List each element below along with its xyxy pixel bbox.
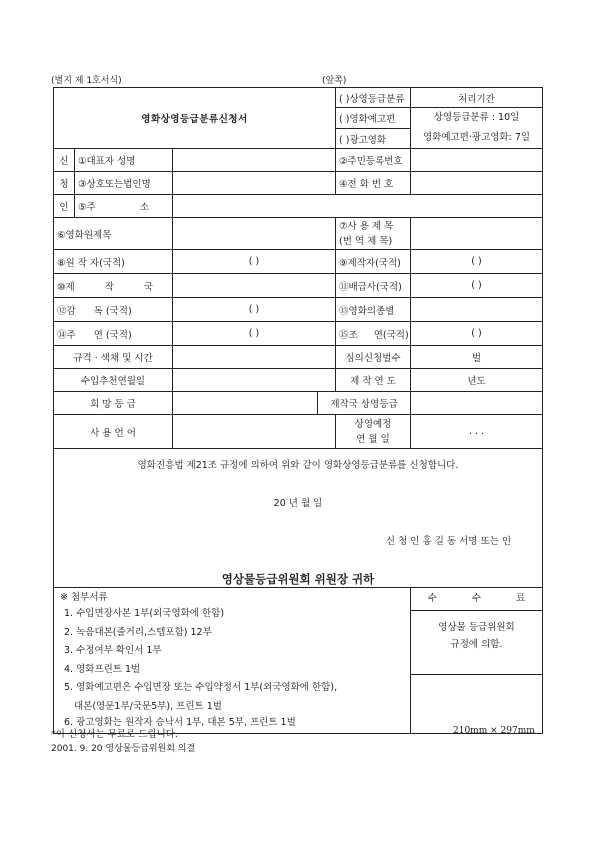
processing-time-rating: 상영등급분류 : 10일: [433, 112, 520, 123]
field-label-spec: 규격 · 색채 및 시간: [54, 346, 173, 369]
field-label-import-date: 수입추천연월일: [54, 369, 173, 392]
resolution-note: 2001. 9. 20 영상물등급위원회 의결: [51, 744, 196, 754]
declaration-block: [54, 449, 543, 588]
declaration-addressee: 영상물등급위원회 위원장 귀하: [221, 572, 375, 586]
field-input-director[interactable]: ( ): [173, 298, 336, 322]
field-label-company: ③상호또는법인명: [75, 172, 173, 195]
paper-size: 210mm × 297mm: [453, 726, 535, 736]
country-label-part-b: 작: [104, 281, 114, 293]
attachment-item: 1. 수입면장사본 1부(외국영화에 한함): [64, 608, 225, 619]
field-input-phone[interactable]: [411, 172, 543, 195]
field-input-desired-grade[interactable]: [173, 392, 318, 415]
field-input-import-date[interactable]: [173, 369, 336, 392]
field-label-rep-name: ①대표자 성명: [75, 149, 173, 172]
lead-actor-label-part-b: 연 (국적): [93, 329, 132, 341]
attachments-block: [54, 588, 411, 734]
field-input-country[interactable]: [173, 274, 336, 298]
field-input-address[interactable]: [173, 195, 543, 218]
applicant-label-2: 청: [54, 172, 75, 195]
declaration-signer[interactable]: 신 청 인 홍 길 동 서명 또는 인: [385, 536, 512, 547]
field-input-screening-date[interactable]: . . .: [411, 415, 543, 449]
field-input-spec[interactable]: [173, 346, 336, 369]
supporting-actor-label-part-a: ⑮조: [339, 329, 358, 341]
field-label-author: ⑧원 작 자(국적): [54, 250, 173, 274]
page-side-label: (앞쪽): [322, 76, 347, 86]
form-number: (별지 제 1호서식): [51, 76, 122, 86]
field-label-review-count: 심의신청벌수: [336, 346, 411, 369]
field-label-used-title: [336, 218, 411, 250]
field-input-used-title[interactable]: [411, 218, 543, 250]
field-input-supporting-actor[interactable]: ( ): [411, 322, 543, 346]
screening-label-line-2: 연 월 일: [356, 433, 390, 445]
field-label-producer: ⑨제작자(국적): [336, 250, 411, 274]
field-input-original-title[interactable]: [173, 218, 336, 250]
lead-actor-label-part-a: ⑭주: [57, 329, 76, 341]
field-label-distributor: ⑪배급사(국적): [336, 274, 411, 298]
field-input-prod-year[interactable]: 년도: [411, 369, 543, 392]
attachment-item: 4. 영화프린트 1벌: [64, 663, 141, 675]
processing-time-trailer: 영화예고편·광고영화: 7일: [422, 132, 531, 143]
field-label-film-type: ⑬영화의종별: [336, 298, 411, 322]
field-input-rep-name[interactable]: [173, 149, 336, 172]
application-form: [53, 87, 543, 734]
field-input-distributor[interactable]: ( ): [411, 274, 543, 298]
attachment-item: 5. 영화예고편은 수입면장 또는 수입약정서 1부(외국영화에 한함),: [64, 682, 338, 693]
country-label-part-c: 국: [143, 281, 154, 293]
type-checkbox-advert[interactable]: ( )광고영화: [336, 129, 411, 149]
declaration-date[interactable]: 20 년 월 일: [273, 498, 323, 509]
field-input-author[interactable]: ( ): [173, 250, 336, 274]
field-label-country-grade: 제작국 상영등급: [318, 392, 411, 415]
fee-note-line-2: 규정에 의함.: [450, 639, 503, 650]
field-input-film-type[interactable]: [411, 298, 543, 322]
field-label-screening-date: [336, 415, 411, 449]
used-title-line-1: ⑦사 용 제 목: [339, 220, 394, 232]
screening-label-line-1: 상영예정: [354, 418, 392, 430]
field-label-lead-actor: [54, 322, 173, 346]
field-label-phone: ④전 화 번 호: [336, 172, 411, 195]
type-checkbox-rating[interactable]: ( )상영등급분류: [336, 88, 411, 108]
field-label-supporting-actor: [336, 322, 411, 346]
declaration-text: 영화진흥법 제21조 규정에 의하여 위와 같이 영화상영등급분류를 신청합니다.: [137, 460, 459, 471]
type-checkbox-trailer[interactable]: ( )영화예고편: [336, 108, 411, 129]
fee-block: [411, 588, 543, 734]
used-title-line-2: (번 역 제 목): [339, 235, 393, 247]
attachment-item: 대본(영문1부/국문5부), 프린트 1벌: [74, 700, 222, 712]
fee-note-line-1: 영상물 등급위원회: [438, 622, 515, 633]
field-input-language[interactable]: [173, 415, 336, 449]
country-label-part-a: ⑩제: [57, 281, 75, 293]
form-title: 영화상영등급분류신청서: [54, 88, 336, 149]
director-label-part-b: 독 (국적): [93, 305, 132, 317]
fee-label: 수 수 료: [411, 588, 542, 611]
fee-note: [411, 611, 542, 675]
field-label-original-title: ⑥영화원제목: [54, 218, 173, 250]
field-input-company[interactable]: [173, 172, 336, 195]
field-label-country: [54, 274, 173, 298]
attachment-item: 3. 수정여부 확인서 1부: [64, 645, 162, 656]
processing-period-label: 처리기간: [411, 88, 543, 108]
field-input-producer[interactable]: ( ): [411, 250, 543, 274]
address-label-part-a: ⑤주: [78, 202, 96, 213]
field-label-director: [54, 298, 173, 322]
field-input-resident-no[interactable]: [411, 149, 543, 172]
applicant-label-1: 신: [54, 149, 75, 172]
field-label-language: 사 용 언 어: [54, 415, 173, 449]
applicant-label-3: 인: [54, 195, 75, 218]
field-input-lead-actor[interactable]: ( ): [173, 322, 336, 346]
address-label-part-b: 소: [139, 202, 149, 213]
attachment-item: 6. 광고영화는 원작자 승낙서 1부, 대본 5부, 프린트 1벌: [64, 717, 296, 728]
supporting-actor-label-part-b: 연(국적): [373, 329, 409, 341]
processing-times: [411, 108, 543, 149]
field-label-address: [75, 195, 173, 218]
director-label-part-a: ⑫감: [57, 305, 76, 317]
field-label-resident-no: ②주민등록번호: [336, 149, 411, 172]
field-input-country-grade[interactable]: [411, 392, 543, 415]
attachments-title: ※ 첨부서류: [60, 592, 108, 603]
attachment-item: 2. 녹음대본(줄거리,스텝포함) 12부: [64, 626, 212, 638]
field-label-desired-grade: 희 망 등 급: [54, 392, 173, 415]
field-input-review-count[interactable]: 벌: [411, 346, 543, 369]
free-form-note: *이 신청서는 무료로 드립니다.: [51, 729, 178, 740]
field-label-prod-year: 제 작 연 도: [336, 369, 411, 392]
